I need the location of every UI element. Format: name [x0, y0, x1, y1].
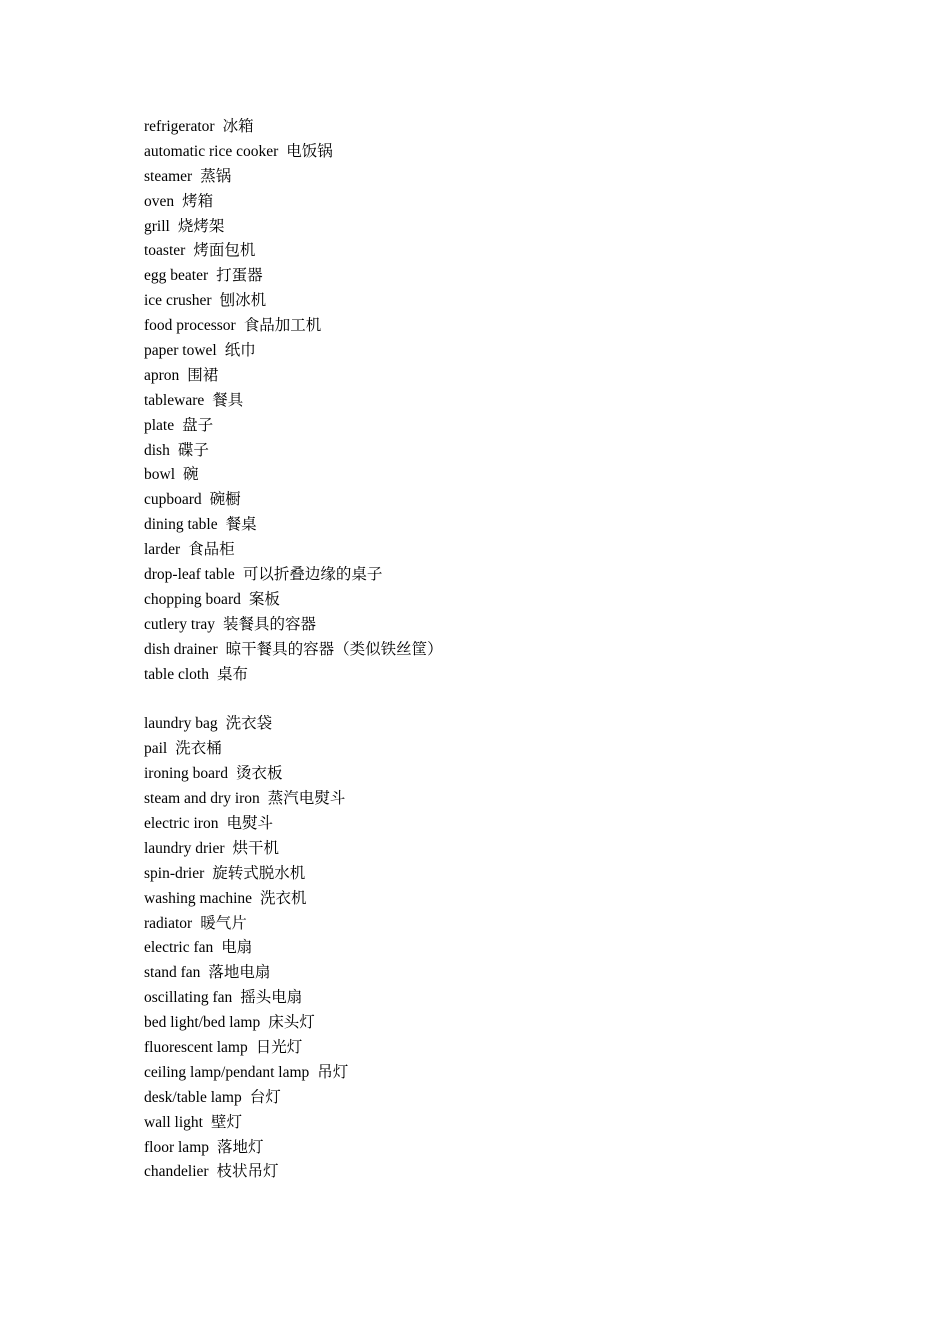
english-term: refrigerator — [144, 118, 215, 135]
english-term: steam and dry iron — [144, 790, 260, 808]
vocabulary-list — [144, 115, 443, 1185]
vocab-entry — [144, 986, 443, 1011]
english-term: pail — [144, 740, 168, 758]
chinese-translation: 电熨斗 — [226, 814, 273, 832]
english-term: spin-drier — [144, 864, 205, 882]
chinese-translation: 碗 — [183, 466, 199, 484]
chinese-translation: 壁灯 — [210, 1113, 242, 1131]
chinese-translation: 洗衣袋 — [225, 715, 273, 733]
english-term: bed light/bed lamp — [144, 1014, 261, 1032]
chinese-translation: 烧烤架 — [177, 217, 225, 235]
english-term: larder — [144, 541, 181, 559]
chinese-translation: 餐具 — [212, 391, 244, 409]
vocab-entry — [144, 463, 443, 488]
english-term: grill — [144, 217, 170, 235]
chinese-translation: 案板 — [248, 590, 280, 608]
vocab-entry — [144, 289, 443, 314]
chinese-translation: 冰箱 — [222, 118, 254, 135]
english-term: paper towel — [144, 342, 217, 360]
vocab-entry — [144, 439, 443, 464]
vocab-entry — [144, 1160, 443, 1185]
chinese-translation: 台灯 — [249, 1088, 281, 1106]
chinese-translation: 碗橱 — [209, 491, 241, 509]
vocab-entry — [144, 837, 443, 862]
vocab-entry — [144, 613, 443, 638]
english-term: laundry bag — [144, 715, 218, 733]
english-term: ceiling lamp/pendant lamp — [144, 1063, 310, 1081]
vocab-entry — [144, 912, 443, 937]
chinese-translation: 晾干餐具的容器（类似铁丝筐） — [225, 640, 443, 658]
english-term: dish drainer — [144, 640, 218, 658]
blank-line — [144, 687, 443, 712]
vocab-entry — [144, 936, 443, 961]
english-term: egg beater — [144, 267, 209, 285]
chinese-translation: 烤箱 — [182, 192, 214, 210]
chinese-translation: 烫衣板 — [235, 765, 283, 783]
english-term: automatic rice cooker — [144, 142, 279, 160]
vocab-entry — [144, 712, 443, 737]
vocab-entry — [144, 488, 443, 513]
vocab-entry — [144, 389, 443, 414]
english-term: cutlery tray — [144, 615, 216, 633]
vocab-entry — [144, 862, 443, 887]
chinese-translation: 纸巾 — [224, 342, 256, 360]
vocab-entry — [144, 638, 443, 663]
vocab-entry — [144, 538, 443, 563]
english-term: chopping board — [144, 590, 241, 608]
vocab-entry — [144, 1011, 443, 1036]
vocab-entry — [144, 165, 443, 190]
english-term: table cloth — [144, 665, 209, 683]
vocab-entry — [144, 215, 443, 240]
chinese-translation: 摇头电扇 — [240, 989, 303, 1007]
english-term: dining table — [144, 516, 218, 534]
chinese-translation: 蒸锅 — [200, 167, 232, 185]
chinese-translation: 落地灯 — [217, 1138, 264, 1156]
english-term: fluorescent lamp — [144, 1038, 248, 1056]
chinese-translation: 烤面包机 — [193, 242, 256, 260]
chinese-translation: 碟子 — [177, 441, 209, 459]
chinese-translation: 蒸汽电熨斗 — [267, 790, 346, 808]
english-term: oven — [144, 192, 175, 210]
vocab-entry — [144, 563, 443, 588]
vocab-entry — [144, 887, 443, 912]
chinese-translation: 食品柜 — [188, 541, 235, 559]
english-term: ice crusher — [144, 292, 212, 310]
chinese-translation: 可以折叠边缘的桌子 — [242, 566, 383, 584]
english-term: drop-leaf table — [144, 566, 235, 584]
english-term: steamer — [144, 167, 193, 185]
vocab-entry — [144, 140, 443, 165]
chinese-translation: 打蛋器 — [216, 267, 263, 285]
vocab-entry — [144, 1136, 443, 1161]
chinese-translation: 床头灯 — [268, 1014, 315, 1032]
english-term: washing machine — [144, 889, 253, 907]
vocab-entry — [144, 364, 443, 389]
vocab-entry — [144, 239, 443, 264]
english-term: radiator — [144, 914, 193, 932]
vocab-entry — [144, 762, 443, 787]
english-term: stand fan — [144, 964, 201, 982]
vocab-entry — [144, 339, 443, 364]
english-term: apron — [144, 366, 180, 384]
english-term: desk/table lamp — [144, 1088, 242, 1106]
vocab-entry — [144, 314, 443, 339]
english-term: chandelier — [144, 1163, 209, 1181]
chinese-translation: 旋转式脱水机 — [212, 864, 306, 882]
chinese-translation: 枝状吊灯 — [216, 1163, 279, 1181]
chinese-translation: 桌布 — [217, 665, 249, 683]
english-term: food processor — [144, 317, 236, 335]
english-term: floor lamp — [144, 1138, 209, 1156]
vocab-entry — [144, 115, 443, 140]
vocab-entry — [144, 961, 443, 986]
vocab-entry — [144, 264, 443, 289]
chinese-translation: 电饭锅 — [286, 142, 333, 160]
vocab-entry — [144, 1086, 443, 1111]
chinese-translation: 装餐具的容器 — [223, 615, 317, 633]
vocab-entry — [144, 1061, 443, 1086]
chinese-translation: 落地电扇 — [208, 964, 271, 982]
vocab-entry — [144, 812, 443, 837]
chinese-translation: 洗衣机 — [260, 889, 307, 907]
vocab-entry — [144, 588, 443, 613]
english-term: plate — [144, 416, 175, 434]
chinese-translation: 洗衣桶 — [175, 740, 222, 758]
chinese-translation: 暖气片 — [200, 914, 247, 932]
vocab-entry — [144, 1036, 443, 1061]
chinese-translation: 吊灯 — [317, 1063, 349, 1081]
english-term: electric iron — [144, 814, 219, 832]
vocab-entry — [144, 737, 443, 762]
chinese-translation: 烘干机 — [232, 839, 279, 857]
chinese-translation: 餐桌 — [225, 516, 257, 534]
chinese-translation: 食品加工机 — [243, 317, 322, 335]
english-term: tableware — [144, 391, 205, 409]
english-term: ironing board — [144, 765, 228, 783]
english-term: bowl — [144, 466, 175, 484]
english-term: laundry drier — [144, 839, 225, 857]
vocab-entry — [144, 513, 443, 538]
chinese-translation: 围裙 — [187, 366, 219, 384]
vocab-entry — [144, 787, 443, 812]
english-term: dish — [144, 441, 170, 459]
vocab-entry — [144, 663, 443, 688]
english-term: toaster — [144, 242, 186, 260]
english-term: cupboard — [144, 491, 202, 509]
chinese-translation: 刨冰机 — [219, 292, 267, 310]
chinese-translation: 电扇 — [221, 939, 253, 957]
vocab-entry — [144, 414, 443, 439]
vocab-entry — [144, 1111, 443, 1136]
english-term: electric fan — [144, 939, 214, 957]
chinese-translation: 盘子 — [182, 416, 214, 434]
vocab-entry — [144, 190, 443, 215]
english-term: oscillating fan — [144, 989, 233, 1007]
chinese-translation: 日光灯 — [255, 1038, 303, 1056]
english-term: wall light — [144, 1113, 203, 1131]
